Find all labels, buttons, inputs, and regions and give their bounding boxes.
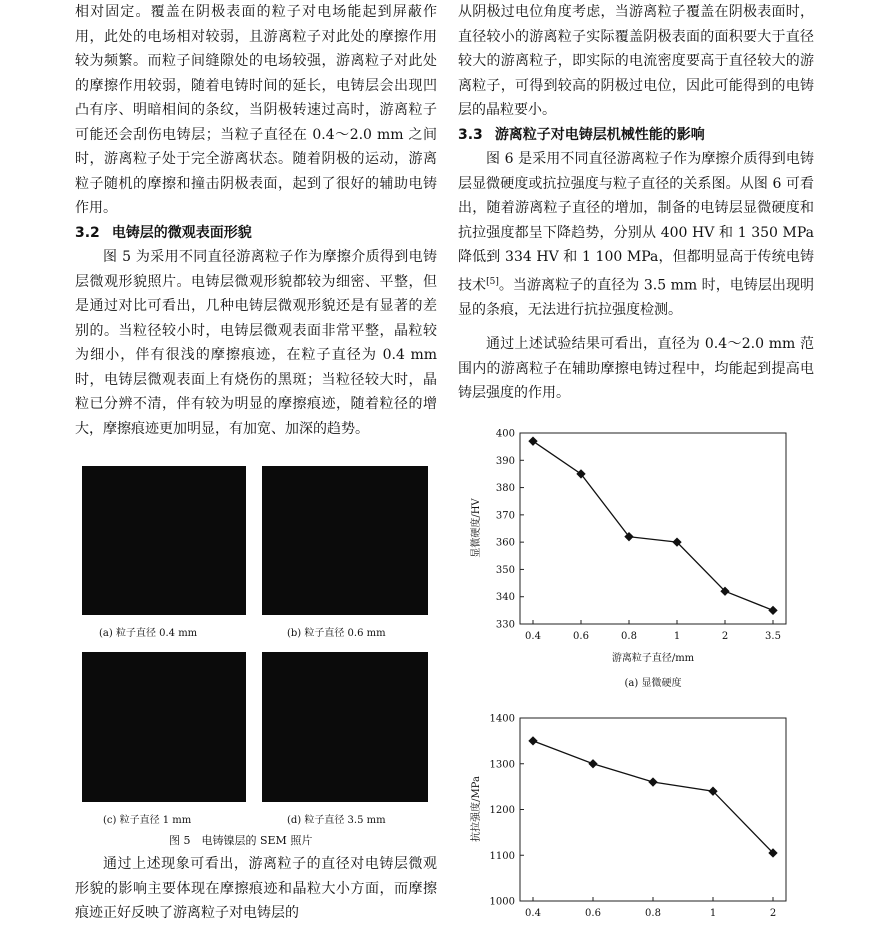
y-tick-label: 390 (495, 455, 515, 467)
y-tick-label: 400 (495, 428, 515, 440)
section-number: 3.2 (75, 224, 100, 241)
section-title: 游离粒子对电铸层机械性能的影响 (494, 126, 705, 143)
x-tick-label: 1 (709, 908, 717, 918)
x-tick-label: 0.8 (645, 908, 661, 918)
data-point (588, 759, 597, 768)
series-line (533, 441, 773, 610)
sem-image-a (82, 466, 246, 615)
x-tick-label: 0.8 (621, 631, 637, 642)
left-column (75, 0, 437, 441)
right-paragraph-1: 从阴极过电位角度考虑，当游离粒子覆盖在阴极表面时，直径较小的游离粒子实际覆盖阴极表面的面积要大于直径较大的游离粒子，即实际的电流密度要高于直径较大的游离粒子，可得到较高的阴极过电位，因此可能得到的电铸层的晶粒要小。 (458, 4, 814, 118)
sem-image-d (262, 652, 428, 802)
y-tick-label: 1000 (489, 896, 515, 908)
y-tick-label: 360 (495, 537, 515, 549)
y-tick-label: 380 (495, 483, 515, 495)
right-paragraph-2-text: 图 6 是采用不同直径游离粒子作为摩擦介质得到电铸层显微硬度或抗拉强度与粒子直径的关系图。从图 6 可看出，随着游离粒子直径的增加，制备的电铸层显微硬度和抗拉强度都呈下降趋势，分别从 400 HV 和 1 350 MPa 降低到 334 HV 和 1 100 MPa，但都明显高于传统电铸技术 (458, 151, 814, 294)
section-3-3-heading (458, 123, 814, 148)
chart-title: (a) 显微硬度 (624, 678, 682, 689)
data-point (528, 437, 537, 446)
x-tick-label: 0.6 (585, 908, 601, 918)
left-bottom-text (75, 852, 437, 926)
plot-frame (520, 433, 786, 624)
y-tick-label: 1300 (489, 759, 515, 771)
sem-image-c (82, 652, 246, 802)
y-tick-label: 370 (495, 510, 515, 522)
x-tick-label: 2 (769, 908, 777, 918)
x-tick-label: 0.4 (525, 908, 541, 918)
figure-5 (75, 462, 437, 852)
figure-5-caption: 图 5 电铸镍层的 SEM 照片 (169, 834, 313, 847)
left-paragraph-1: 相对固定。覆盖在阴极表面的粒子对电场能起到屏蔽作用，此处的电场相对较弱，且游离粒子对此处的摩擦作用较为频繁。而粒子间缝隙处的电场较强，游离粒子对此处的摩擦作用较弱，随着电铸时间的延长，电铸层会出现凹凸有序、明暗相间的条纹，当阴极转速过高时，游离粒子可能还会刮伤电铸层；当粒子直径在 0.4～2.0 mm 之间时，游离粒子处于完全游离状态。随着阴极的运动，游离粒子随机的摩擦和撞击阴极表面，起到了很好的辅助电铸作用。 (75, 4, 437, 216)
data-point (528, 736, 537, 745)
y-tick-label: 1100 (489, 850, 515, 862)
section-title: 电铸层的微观表面形貌 (111, 224, 252, 241)
y-tick-label: 330 (495, 619, 515, 631)
data-point (648, 777, 657, 786)
section-3-2-heading (75, 221, 437, 246)
y-tick-label: 340 (495, 592, 515, 604)
right-paragraph-2 (458, 147, 814, 322)
y-tick-label: 350 (495, 564, 515, 576)
x-axis-label: 游离粒子直径/mm (611, 653, 695, 664)
sem-image-b (262, 466, 428, 615)
left-paragraph-2: 图 5 为采用不同直径游离粒子作为摩擦介质得到电铸层微观形貌照片。电铸层微观形貌都较为细密、平整，但是通过对比可看出，几种电铸层微观形貌还是有显著的差别的。当粒径较小时，电铸层微观表面非常平整，晶粒较为细小，伴有很浅的摩擦痕迹，在粒子直径为 0.4 mm 时，电铸层微观表面上有烧伤的黑斑；当粒径较大时，晶粒已分辨不清，伴有较为明显的摩擦痕迹，随着粒径的增大，摩擦痕迹更加明显，有加宽、加深的趋势。 (75, 249, 437, 437)
y-tick-label: 1400 (489, 713, 515, 725)
y-axis-label: 显微硬度/HV (471, 498, 482, 558)
x-tick-label: 0.4 (525, 631, 541, 642)
caption-b: (b) 粒子直径 0.6 mm (287, 628, 386, 639)
data-point (768, 606, 777, 615)
y-tick-label: 1200 (489, 805, 515, 816)
right-column (458, 0, 814, 406)
right-paragraph-2-text-end: 。当游离粒子的直径为 3.5 mm 时，电铸层出现明显的条痕，无法进行抗拉强度检测。 (458, 277, 814, 318)
caption-c: (c) 粒子直径 1 mm (103, 815, 192, 826)
citation-ref: [5] (486, 276, 499, 287)
x-tick-label: 0.6 (573, 631, 589, 642)
plot-frame (520, 718, 786, 901)
caption-a: (a) 粒子直径 0.4 mm (99, 628, 198, 639)
series-line (533, 741, 773, 853)
section-number: 3.3 (458, 126, 483, 143)
right-paragraph-3: 通过上述试验结果可看出，直径为 0.4～2.0 mm 范围内的游离粒子在辅助摩擦电铸过程中，均能起到提高电铸层强度的作用。 (458, 336, 814, 402)
y-axis-label: 抗拉强度/MPa (471, 776, 482, 842)
left-paragraph-3: 通过上述现象可看出，游离粒子的直径对电铸层微观形貌的影响主要体现在摩擦痕迹和晶粒大小方面，而摩擦痕迹正好反映了游离粒子对电铸层的 (75, 856, 437, 921)
strength-chart (465, 705, 795, 918)
caption-d: (d) 粒子直径 3.5 mm (287, 815, 386, 826)
x-tick-label: 2 (721, 631, 729, 642)
x-tick-label: 3.5 (765, 631, 781, 642)
hardness-chart (465, 420, 795, 700)
x-tick-label: 1 (673, 631, 681, 642)
